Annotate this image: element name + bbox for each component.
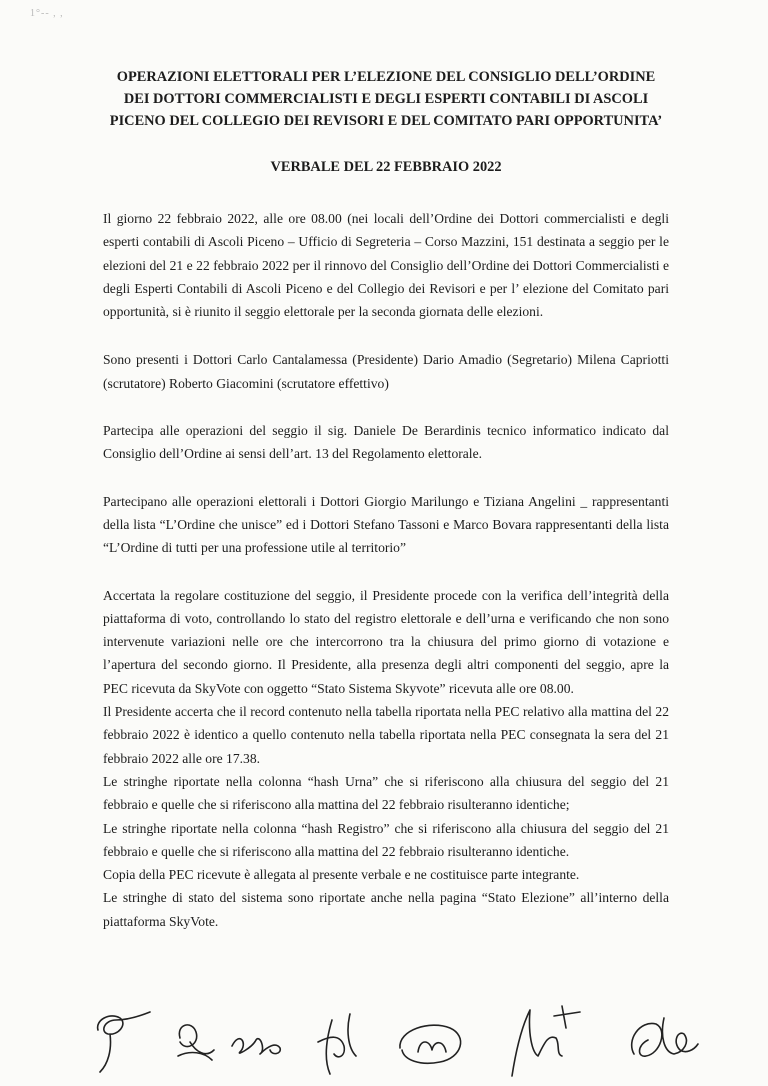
paragraph-technician: Partecipa alle operazioni del seggio il sig. Daniele De Berardinis tecnico informatico indicato dal Consiglio dell’Ordine ai sensi dell’art. 13 del Regolamento elettorale.	[103, 423, 669, 462]
signature-4	[318, 1014, 356, 1074]
signature-5	[400, 1025, 461, 1063]
scan-corner-mark: 1°-- , ,	[30, 8, 64, 19]
paragraph-hash-registro: Le stringhe riportate nella colonna “hash Registro” che si riferiscono alla chiusura del seggio del 21 febbraio e quelle che si riferiscono alla mattina del 22 febbraio risulteranno identiche.	[103, 820, 669, 859]
document-subtitle: VERBALE DEL 22 FEBBRAIO 2022	[270, 159, 502, 175]
signature-1	[98, 1012, 150, 1072]
paragraph-status-strings: Le stringhe di stato del sistema sono riportate anche nella pagina “Stato Elezione” all’interno della piattaforma SkyVote.	[103, 890, 669, 929]
signature-7	[632, 1018, 698, 1056]
paragraph-list-representatives: Partecipano alle operazioni elettorali i Dottori Giorgio Marilungo e Tiziana Angelini _ rappresentanti della lista “L’Ordine che unisce” ed i Dottori Stefano Tassoni e Marco Bovara rappresentanti della lista “L’Ordine di tutti per una professione utile al territorio”	[103, 493, 669, 556]
paragraph-pec-copy: Copia della PEC ricevute è allegata al presente verbale e ne costituisce parte integrante.	[103, 867, 580, 883]
signatures-row	[0, 990, 768, 1086]
paragraph-present-members: Sono presenti i Dottori Carlo Cantalamessa (Presidente) Dario Amadio (Segretario) Milena Capriotti (scrutatore) Roberto Giacomini (scrutatore effettivo)	[103, 352, 669, 391]
document-page	[103, 66, 669, 933]
paragraph-verification: Accertata la regolare costituzione del seggio, il Presidente procede con la verifica dell’integrità della piattaforma di voto, controllando lo stato del registro elettorale e dell’urna e verificando che non sono intervenute variazioni nelle ore che intercorrono tra la chiusura del primo giorno di votazione e l’apertura del secondo giorno. Il Presidente, alla presenza degli altri componenti del seggio, apre la PEC ricevuta da SkyVote con oggetto “Stato Sistema Skyvote” ricevuta alle ore 08.00.	[103, 587, 669, 696]
paragraph-opening: Il giorno 22 febbraio 2022, alle ore 08.00 (nei locali dell’Ordine dei Dottori commercialisti e degli esperti contabili di Ascoli Piceno – Ufficio di Segreteria – Corso Mazzini, 151 destinata a seggio per le elezioni del 21 e 22 febbraio 2022 per il rinnovo del Consiglio dell’Ordine dei Dottori Commercialisti e degli Esperti Contabili di Ascoli Piceno e del Collegio dei Revisori e per l’ elezione del Comitato pari opportunità, si è riunito il seggio elettorale per la seconda giornata delle elezioni.	[103, 211, 669, 320]
signature-2	[178, 1025, 214, 1060]
signature-6	[512, 1006, 580, 1076]
signature-3	[232, 1039, 280, 1054]
document-title: OPERAZIONI ELETTORALI PER L’ELEZIONE DEL CONSIGLIO DELL’ORDINE DEI DOTTORI COMMERCIALISTI E DEGLI ESPERTI CONTABILI DI ASCOLI PICENO DEL COLLEGIO DEI REVISORI E DEL COMITATO PARI OPPORTUNITA’	[109, 69, 663, 129]
paragraph-hash-urna: Le stringhe riportate nella colonna “hash Urna” che si riferiscono alla chiusura del seggio del 21 febbraio e quelle che si riferiscono alla mattina del 22 febbraio risulteranno identiche;	[103, 773, 669, 813]
paragraph-record-check: Il Presidente accerta che il record contenuto nella tabella riportata nella PEC relativo alla mattina del 22 febbraio 2022 è identico a quello contenuto nella tabella riportata nella PEC consegnata la sera del 21 febbraio 2022 alle ore 17.38.	[103, 704, 669, 766]
